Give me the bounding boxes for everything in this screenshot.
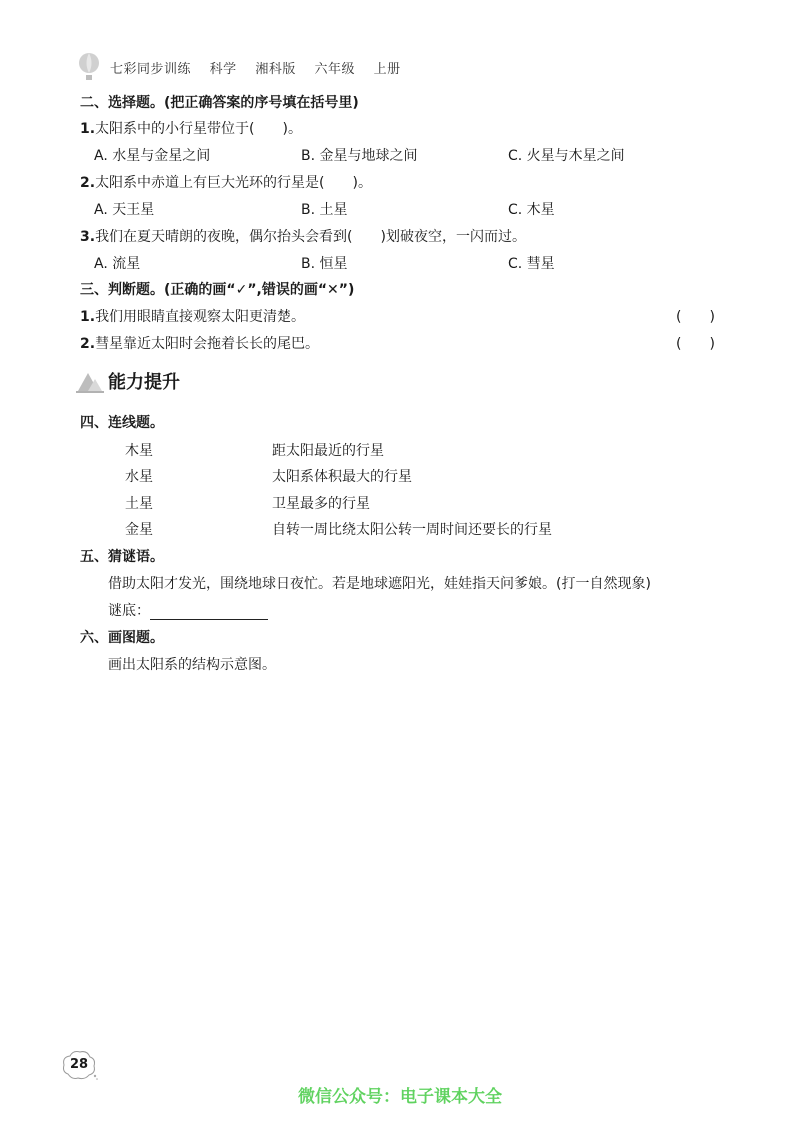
answer-paren[interactable]: ( )	[676, 309, 715, 325]
match-right-item[interactable]: 距太阳最近的行星	[272, 443, 384, 459]
match-left-item[interactable]: 金星	[125, 522, 153, 538]
q-number: 2.	[80, 175, 96, 191]
watermark: 微信公众号：电子课本大全	[298, 1087, 502, 1107]
q-number: 1.	[80, 121, 96, 137]
match-right-item[interactable]: 自转一周比绕太阳公转一周时间还要长的行星	[272, 522, 552, 538]
option-b: B. 土星	[301, 202, 348, 218]
header-edition: 湘科版	[255, 61, 296, 77]
drawing-instruction: 画出太阳系的结构示意图。	[108, 657, 276, 673]
match-right-item[interactable]: 卫星最多的行星	[272, 496, 370, 512]
section-banner	[76, 368, 180, 394]
header-series: 七彩同步训练	[110, 61, 192, 77]
q-number: 2.	[80, 336, 96, 352]
header-text	[110, 58, 415, 77]
option-c: C. 彗星	[508, 256, 555, 272]
page-number: 28	[69, 1057, 89, 1072]
riddle-text: 借助太阳才发光，围绕地球日夜忙。若是地球遮阳光，娃娃指天问爹娘。(打一自然现象)	[108, 576, 651, 592]
section2-q2	[80, 172, 372, 192]
section5-title: 五、猜谜语。	[80, 549, 164, 565]
option-a: A. 流星	[94, 256, 141, 272]
page-header	[76, 52, 415, 82]
q-number: 1.	[80, 309, 96, 325]
q-text: 我们用眼睛直接观察太阳更清楚。	[95, 309, 306, 325]
q-text: 我们在夏天晴朗的夜晚，偶尔抬头会看到( )划破夜空，一闪而过。	[95, 229, 526, 245]
option-b: B. 恒星	[301, 256, 348, 272]
header-volume: 上册	[373, 61, 401, 77]
mountain-icon	[76, 369, 104, 393]
balloon-icon	[76, 52, 102, 82]
section2-q3	[80, 226, 526, 246]
answer-label: 谜底：	[108, 603, 150, 619]
answer-paren[interactable]: ( )	[676, 336, 715, 352]
option-a: A. 天王星	[94, 202, 155, 218]
option-c: C. 木星	[508, 202, 555, 218]
header-subject: 科学	[209, 61, 237, 77]
section2-title: 二、选择题。(把正确答案的序号填在括号里)	[80, 95, 359, 111]
q-text: 太阳系中赤道上有巨大光环的行星是( )。	[95, 175, 372, 191]
match-left-item[interactable]: 木星	[125, 443, 153, 459]
match-right-item[interactable]: 太阳系体积最大的行星	[272, 469, 412, 485]
header-grade: 六年级	[314, 61, 355, 77]
option-c: C. 火星与木星之间	[508, 148, 625, 164]
section3-q2	[80, 333, 319, 353]
section4-title: 四、连线题。	[80, 415, 164, 431]
banner-title: 能力提升	[108, 372, 180, 393]
answer-blank[interactable]	[150, 605, 268, 620]
match-left-item[interactable]: 土星	[125, 496, 153, 512]
option-a: A. 水星与金星之间	[94, 148, 211, 164]
match-left-item[interactable]: 水星	[125, 469, 153, 485]
section6-title: 六、画图题。	[80, 630, 164, 646]
q-text: 太阳系中的小行星带位于( )。	[95, 121, 302, 137]
option-b: B. 金星与地球之间	[301, 148, 418, 164]
riddle-answer	[108, 600, 268, 620]
section3-q1	[80, 306, 305, 326]
section2-q1	[80, 118, 302, 138]
q-text: 彗星靠近太阳时会拖着长长的尾巴。	[95, 336, 320, 352]
q-number: 3.	[80, 229, 96, 245]
section3-title: 三、判断题。(正确的画“✓”,错误的画“✕”)	[80, 282, 355, 298]
